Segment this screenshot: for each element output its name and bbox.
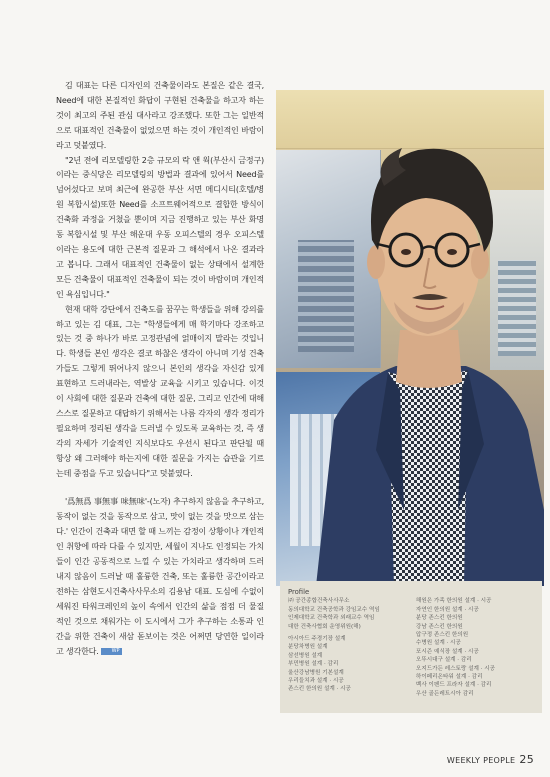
profile-item: 오뚜시대구 설계 · 감리 bbox=[415, 657, 472, 664]
article-paragraph bbox=[56, 495, 264, 659]
profile-item: 울산강남병원 기본설계 bbox=[288, 669, 344, 676]
page-footer bbox=[447, 753, 534, 766]
article-paragraph: 현재 대학 강단에서 건축도를 꿈꾸는 학생들을 위해 강의를 하고 있는 김 대표, 그는 "학생들에게 매 학기마다 강조하고 있는 것 중 하나가 바로 고정관념에 얽매이지 말라는 것입니다. 학생들 본인 생각은 결코 하찮은 생각이 아니며 기성 건축가들도 그렇게 뛰어나지 않으니 본인의 생각을 자신감 있게 표현하고 드러내라는, 역발상 교육을 시키고 있습니다. 이것이 사회에 대한 질문과 건축에 대한 질문, 그리고 인간에 대해 스스로 질문하고 대답하기 위해서는 나름 각자의 생각 정리가 필요하며 정리된 생각을 드러낼 수 있도록 교육하는 것, 즉 생각의 자세가 기술적인 지식보다도 우선시 된다고 판단될 때 항상 왜 그러해야 하는지에 대한 질문을 가지는 습관을 기르는데 중점을 두고 있습니다"고 덧붙였다. bbox=[56, 304, 264, 478]
magazine-name: WEEKLY PEOPLE bbox=[446, 756, 516, 765]
portrait-figure bbox=[276, 90, 544, 586]
page-number: 25 bbox=[519, 753, 534, 766]
profile-item: 강남 존스킨 한의원 bbox=[415, 623, 463, 630]
profile-item: 수병원 설계 · 시공 bbox=[415, 640, 461, 647]
profile-career-group bbox=[288, 597, 406, 631]
profile-item: 하이페리온타워 설계 · 감리 bbox=[415, 674, 483, 681]
profile-item: 해원은 가족 한의원 설계 · 시공 bbox=[415, 598, 492, 605]
profile-item: 우산 골든레트시아 감리 bbox=[415, 690, 474, 697]
profile-left-column bbox=[288, 597, 406, 698]
profile-item: 존스킨 한의원 설계 · 시공 bbox=[288, 686, 351, 693]
profile-item: ㈜ 공간종합건축사사무소 bbox=[288, 598, 350, 605]
profile-item: 압구정 존스킨 한의원 bbox=[415, 632, 469, 639]
profile-item: 분당 존스킨 한의원 bbox=[415, 615, 463, 622]
profile-item: 자연인 한의원 설계 · 시공 bbox=[415, 606, 479, 613]
profile-box bbox=[280, 581, 542, 713]
profile-item: 부민병원 설계 · 감리 bbox=[288, 661, 339, 668]
profile-item: 동의대학교 건축공학과 강임교수 역임 bbox=[288, 606, 380, 613]
end-mark: WP bbox=[101, 648, 122, 655]
profile-item: 대한 건축사협회 운영위원(해) bbox=[288, 623, 361, 630]
profile-right-column bbox=[416, 597, 534, 698]
profile-item: 벡사 이펜드 프라자 설계 · 감리 bbox=[415, 682, 492, 689]
article-paragraph-text: '爲無爲 事無事 味無味'-(노자) 추구하지 않음을 추구하고, 동작이 없는 것을 동작으로 삼고, 맛이 없는 것을 맛으로 삼는다.' 인간이 건축과 대면 할 때 느끼는 감정이 상황이나 개인적인 취향에 따라 다를 수 있지만, 세월이 지나도 인정되는 가치들이 인간 공동적으로 느낄 수 있는 가치라고 생각하며 드러내지 않음이 드러날 때 훌륭한 건축, 또는 훌륭한 공간이라고 전하는 삼현도시건축사사무소의 김용남 대표. 도심에 수없이 세워진 타워크레인의 높이 속에서 인간의 삶을 점점 더 물질적인 것으로 채워가는 이 도시에서 그가 추구하는 소통과 인간을 위한 건축이 새삼 돋보이는 것은 어쩌면 당연한 일이라고 생각한다. bbox=[56, 497, 264, 656]
article-paragraph: "2년 전에 리모델링한 2층 규모의 락 앤 웍(부산시 금정구)이라는 중식당은 리모델링의 방법과 결과에 있어서 Need를 넘어섰다고 보며 최근에 완공한 부산 서면 메디시티(호텔/병원 복합시설)또한 Need를 소프트웨어적으로 결합한 방식이 건축화 과정을 거쳤을 뿐이며 지금 진행하고 있는 부산 화명동 복합시설 및 부산 해운대 우동 오피스텔의 경우 오피스텔이라는 용도에 대한 근본적 질문과 그 해석에서 나온 결과라고 봅니다. 그래서 대표적인 건축물이 없는 상태에서 설계한 모든 건축물이 대표적인 건축물이 되는 것이 바람이며 개인적인 욕심입니다." bbox=[56, 155, 264, 299]
article-body bbox=[56, 79, 264, 659]
profile-item: 포시즌 예식장 설계 · 시공 bbox=[415, 648, 479, 655]
profile-item: 삼선병원 설계 bbox=[288, 652, 323, 659]
profile-item: 인제대학교 건축학과 외래교수 역임 bbox=[288, 615, 375, 622]
profile-item: 오지드가든 레스토랑 설계 · 시공 bbox=[415, 665, 496, 672]
profile-item: 우리들치과 설계 · 시공 bbox=[288, 678, 344, 685]
profile-item: 분당차병원 설계 bbox=[288, 644, 328, 651]
portrait-photo bbox=[276, 90, 544, 586]
profile-item: 아시아드 주경기장 설계 bbox=[288, 636, 346, 643]
profile-heading: Profile bbox=[288, 588, 310, 596]
article-paragraph: 김 대표는 다른 디자인의 건축물이라도 본질은 같은 결국, Need에 대한 본질적인 화답이 구현된 건축물을 하고자 하는 것이 최고의 주된 관심 대사라고 강조했다. 또한 그는 일반적으로 대표적인 건축물이 없었으면 하는 것이 개인적인 바람이라고 덧붙였다. bbox=[56, 81, 264, 150]
profile-works-group bbox=[288, 635, 406, 694]
